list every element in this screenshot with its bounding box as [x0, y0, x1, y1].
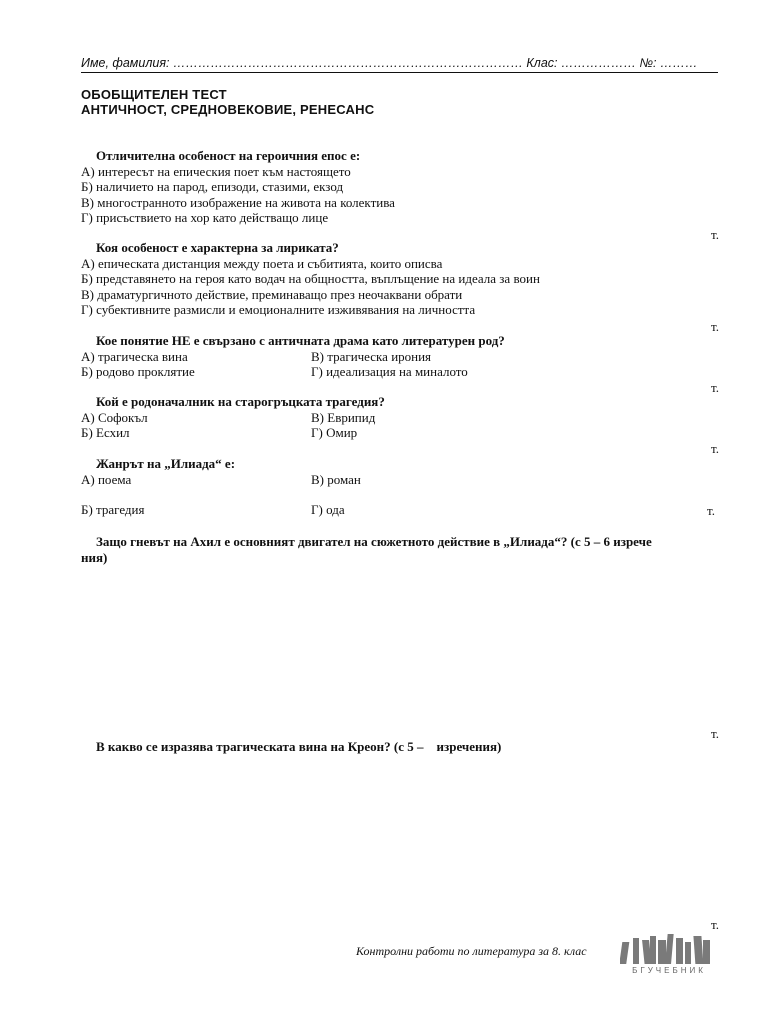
points-label: т. — [711, 319, 719, 334]
student-info-line: Име, фамилия: ………………………………………………………………………… Клас: ……………… №: ……… — [81, 56, 718, 73]
question-4 — [81, 394, 721, 441]
points-label: т. — [707, 503, 715, 518]
question-stem: Жанрът на „Илиада“ е: — [96, 456, 236, 471]
points-label: т. — [711, 726, 719, 741]
option-c: В) роман — [311, 471, 361, 487]
option-c: В) трагическа ирония — [311, 348, 432, 364]
option-d: Г) субективните размисли и емоционалните изживявания на личността — [81, 302, 476, 317]
option-d: Г) присъствието на хор като действащо лице — [81, 210, 329, 225]
option-a: А) интересът на епическия поет към настоящето — [81, 163, 351, 179]
question-stem: Коя особеност е характерна за лириката? — [96, 240, 339, 255]
option-d: Г) идеализация на миналото — [311, 364, 468, 379]
question-2 — [81, 240, 721, 318]
question-stem: Отличителна особеност на героичния епос е: — [96, 148, 361, 163]
option-b: Б) наличието на парод, епизоди, стазими, екзод — [81, 179, 344, 194]
question-stem: Кое понятие НЕ е свързано с античната драма като литературен род? — [96, 333, 505, 348]
option-c: В) многостранното изображение на живота на колектива — [81, 194, 395, 210]
option-d: Г) ода — [311, 502, 345, 517]
open-question-2 — [81, 739, 721, 755]
option-b: Б) родово проклятие — [81, 364, 195, 379]
option-b: Б) Есхил — [81, 425, 130, 440]
publisher-logo-text: БГУЧЕБНИК — [632, 966, 706, 975]
option-d: Г) Омир — [311, 425, 358, 440]
points-label: т. — [711, 441, 719, 456]
question-1 — [81, 148, 721, 226]
question-3 — [81, 333, 721, 380]
option-a: А) поема — [81, 471, 132, 487]
option-b: Б) представянето на героя като водач на общността, въплъщение на идеала за воин — [81, 271, 540, 286]
title-line-1: ОБОБЩИТЕЛЕН ТЕСТ — [81, 87, 227, 102]
points-label: т. — [711, 380, 719, 395]
option-c: В) драматургичното действие, преминаващо през неочаквани обрати — [81, 286, 463, 302]
option-a: А) трагическа вина — [81, 348, 188, 364]
option-a: А) епическата дистанция между поета и събитията, които описва — [81, 255, 443, 271]
title-line-2: АНТИЧНОСТ, СРЕДНОВЕКОВИЕ, РЕНЕСАНС — [81, 102, 375, 117]
open-question-line-1: В какво се изразява трагическата вина на Креон? (с 5 – изречения) — [96, 739, 502, 754]
option-c: В) Еврипид — [311, 409, 376, 425]
open-question-1 — [81, 534, 721, 565]
option-a: А) Софокъл — [81, 409, 148, 425]
question-stem: Кой е родоначалник на старогръцката трагедия? — [96, 394, 385, 409]
open-question-line-2: ния) — [81, 549, 108, 565]
points-label: т. — [711, 227, 719, 242]
open-question-line-1: Защо гневът на Ахил е основният двигател на сюжетното действие в „Илиада“? (с 5 – 6 изрече — [96, 534, 652, 549]
footer-caption: Контролни работи по литература за 8. клас — [356, 944, 587, 958]
points-label: т. — [711, 917, 719, 932]
question-5 — [81, 456, 721, 518]
option-b: Б) трагедия — [81, 502, 145, 517]
test-title — [81, 87, 374, 117]
